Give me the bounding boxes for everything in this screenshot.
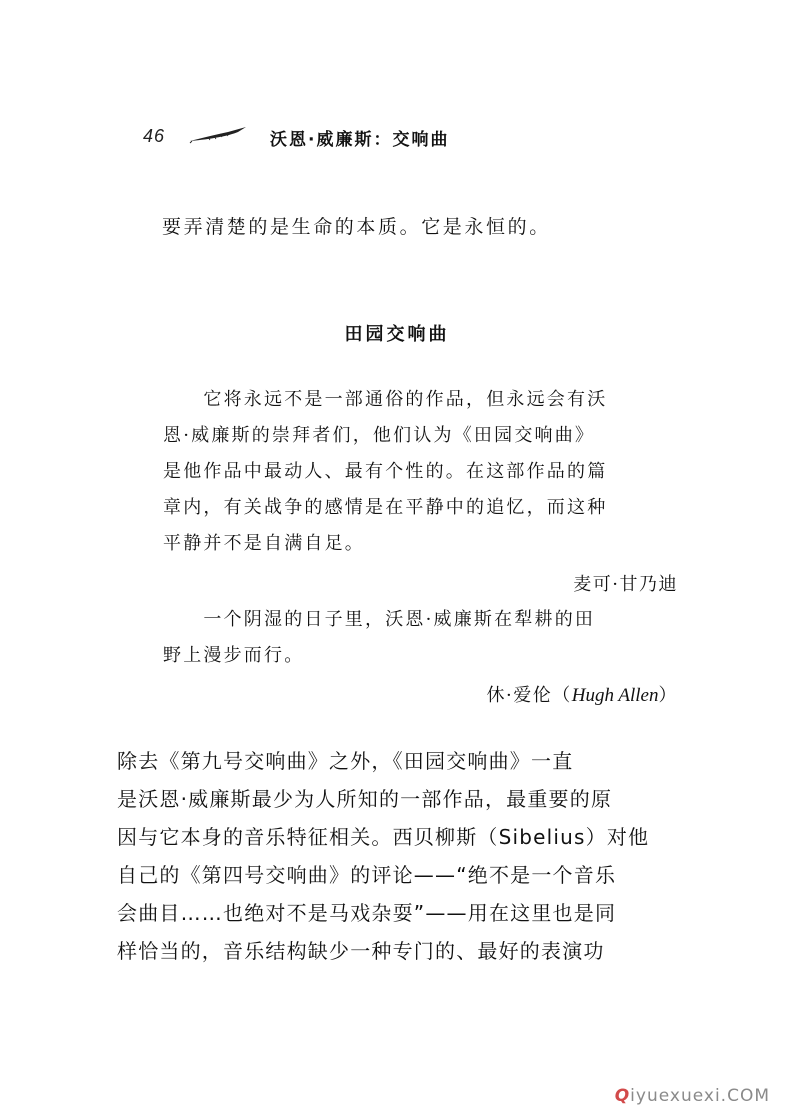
body-line: 是沃恩·威廉斯最少为人所知的一部作品，最重要的原 — [117, 787, 613, 811]
epigraph-line: 平静并不是自满自足。 — [163, 533, 365, 554]
body-line: 会曲目……也绝对不是马戏杂耍”——用在这里也是同 — [117, 901, 617, 925]
body-line: 样恰当的，音乐结构缺少一种专门的、最好的表演功 — [117, 939, 605, 963]
epigraph-line: 恩·威廉斯的崇拜者们，他们认为《田园交响曲》 — [163, 425, 596, 446]
intro-line: 要弄清楚的是生命的本质。它是永恒的。 — [162, 216, 551, 238]
attribution-latin-name: Hugh Allen — [571, 685, 659, 706]
quill-pen-icon — [188, 126, 248, 144]
epigraph-line: 是他作品中最动人、最有个性的。在这部作品的篇 — [163, 461, 608, 482]
watermark-text: iyuexuexi.COM — [630, 1086, 770, 1106]
body-line: 除去《第九号交响曲》之外，《田园交响曲》一直 — [117, 749, 574, 773]
epigraph-line: 它将永远不是一部通俗的作品，但永远会有沃 — [163, 389, 608, 410]
watermark-logo: Q — [614, 1086, 631, 1106]
section-title: 田园交响曲 — [344, 324, 450, 345]
epigraph-line: 野上漫步而行。 — [163, 645, 305, 666]
body-line: 自己的《第四号交响曲》的评论——“绝不是一个音乐 — [117, 863, 617, 887]
page-number: 46 — [143, 126, 166, 146]
epigraph-line: 章内，有关战争的感情是在平静中的追忆，而这种 — [163, 497, 608, 518]
attribution-name: 休·爱伦（ — [486, 685, 572, 706]
epigraph-line: 一个阴湿的日子里，沃恩·威廉斯在犁耕的田 — [163, 609, 596, 630]
epigraph-attribution — [487, 681, 678, 707]
running-header — [143, 122, 663, 150]
body-line: 因与它本身的音乐特征相关。西贝柳斯（Sibelius）对他 — [117, 825, 650, 849]
running-title: 沃恩·威廉斯：交响曲 — [270, 130, 450, 150]
attribution-close: ） — [658, 685, 678, 706]
site-watermark — [615, 1086, 770, 1106]
epigraph-attribution: 麦可·甘乃迪 — [573, 574, 678, 595]
